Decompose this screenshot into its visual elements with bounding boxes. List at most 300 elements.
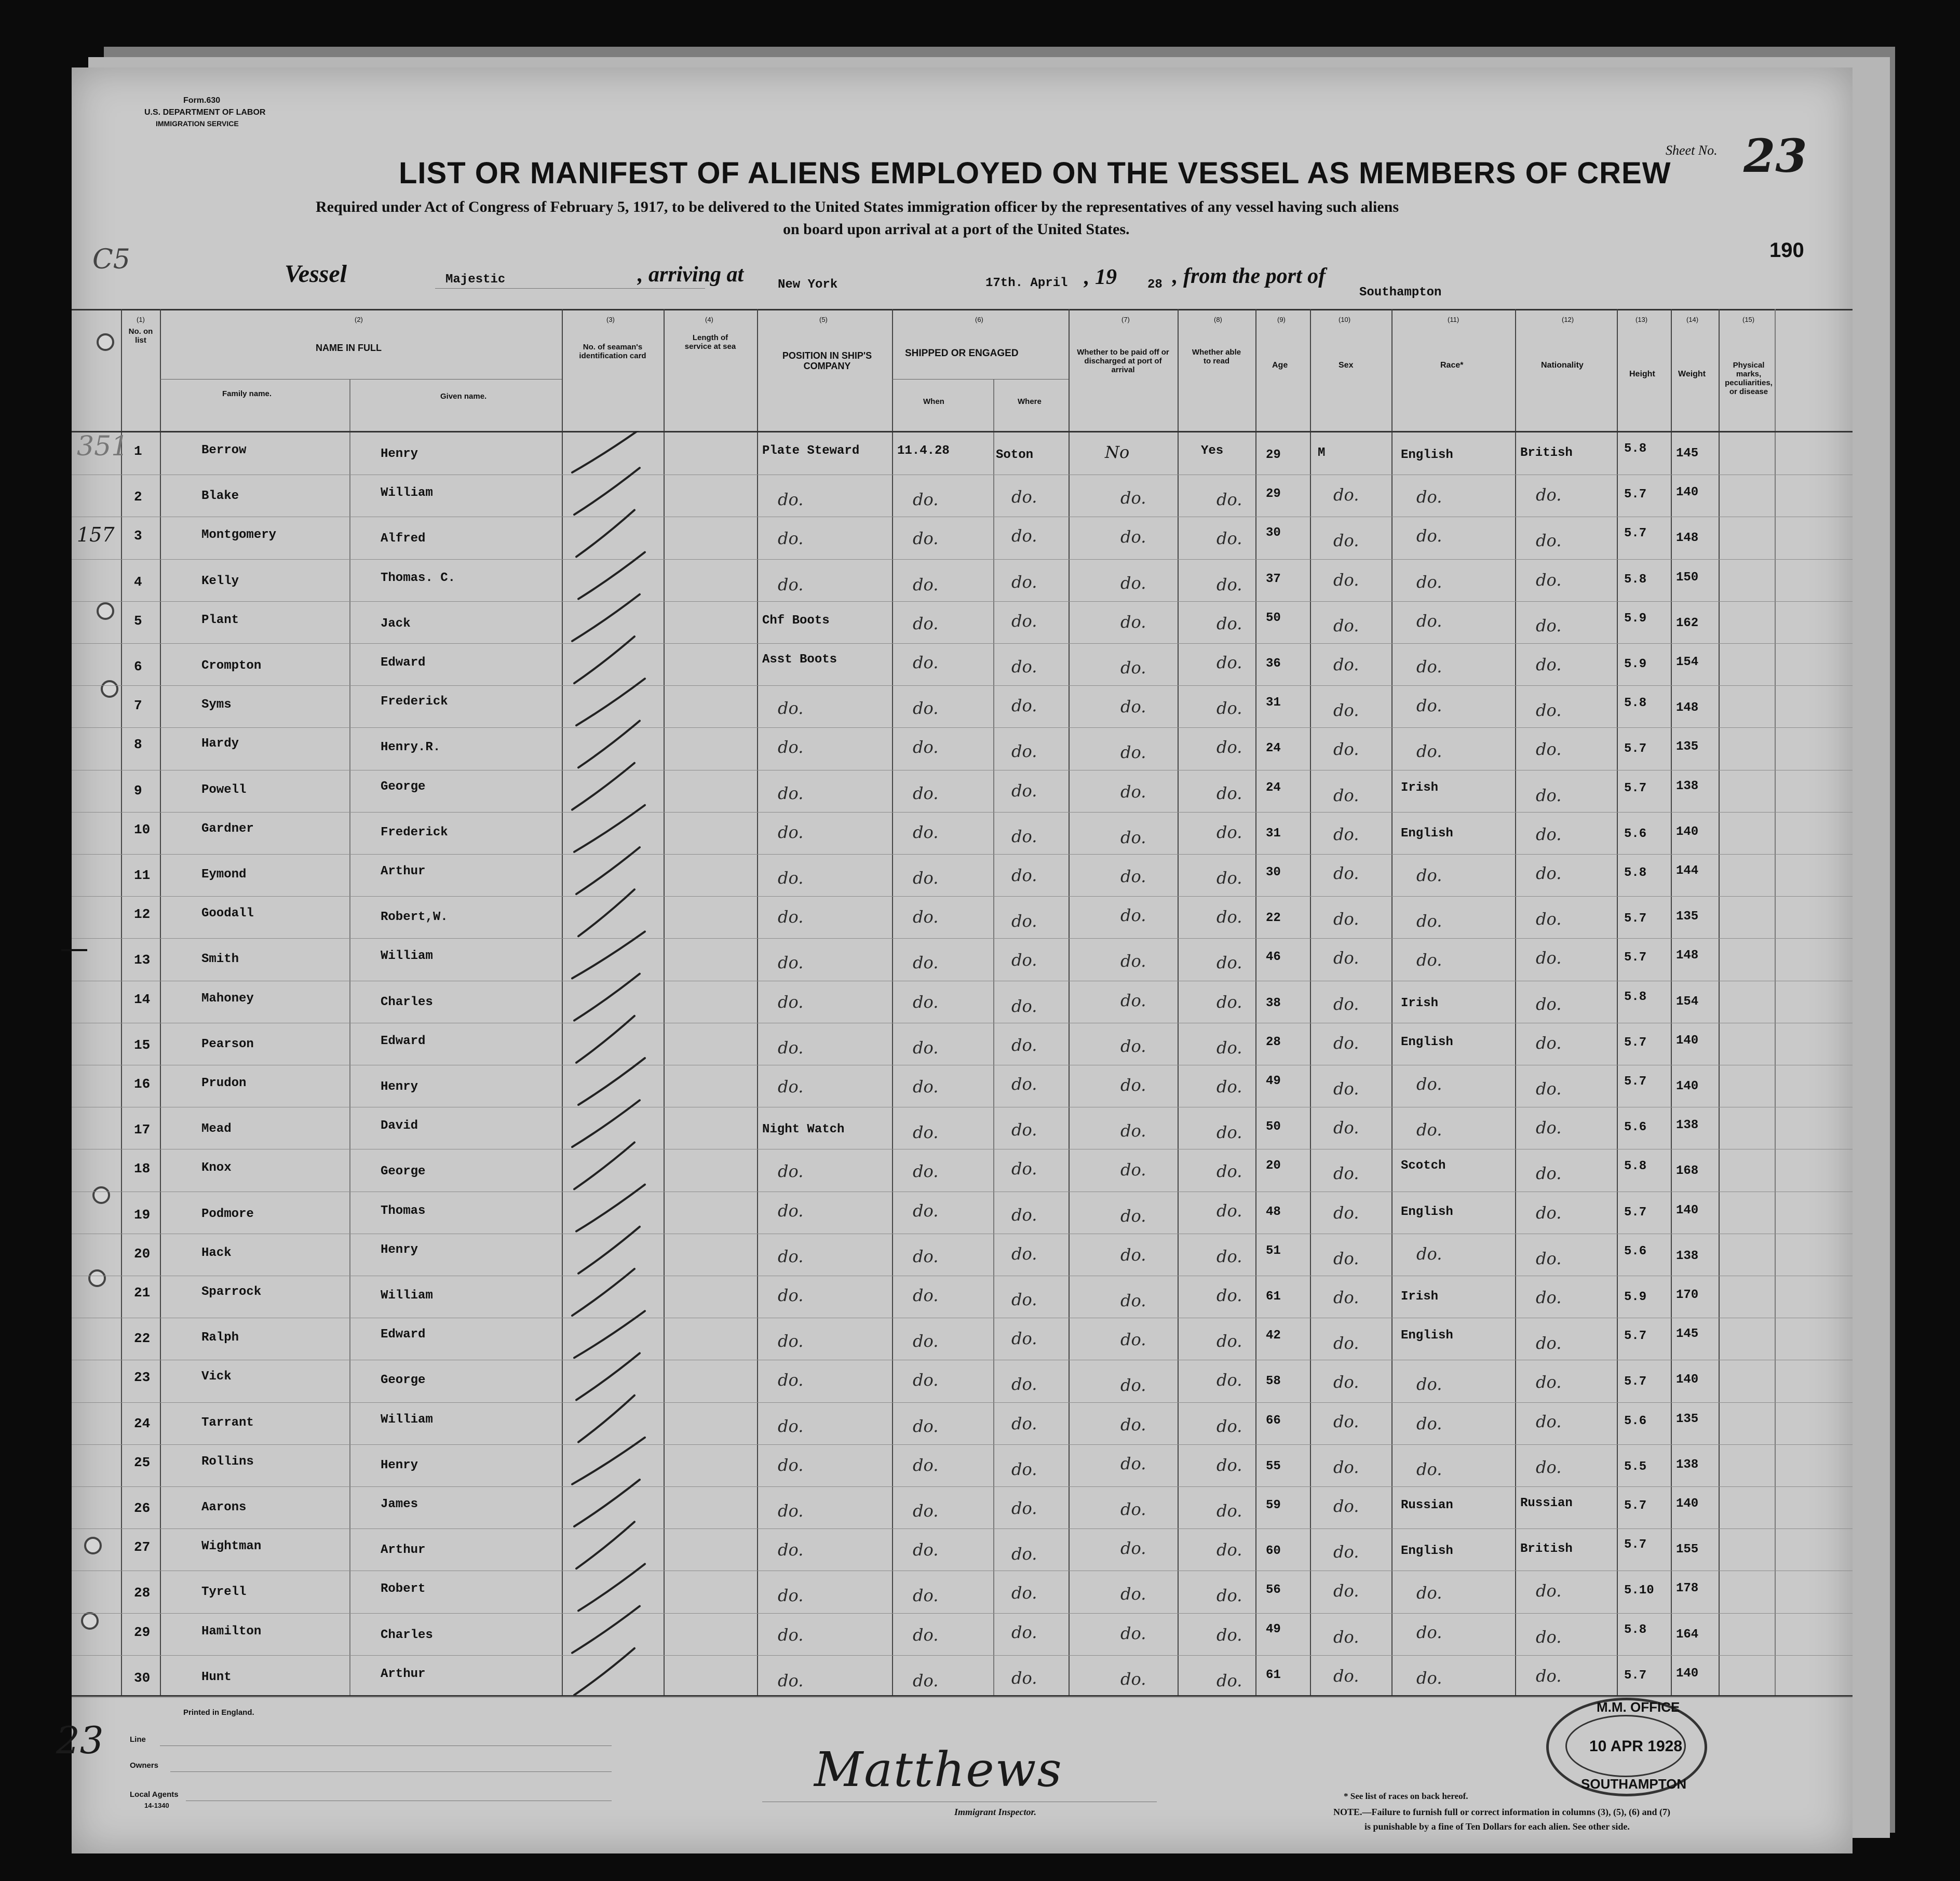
family-name: Tarrant — [201, 1415, 254, 1430]
nationality: do. — [1536, 570, 1562, 590]
able-to-read: do. — [1216, 1037, 1242, 1058]
position: do. — [778, 1246, 804, 1266]
checkmark — [572, 431, 645, 472]
position: do. — [778, 1501, 804, 1521]
shipped-where: do. — [1011, 950, 1037, 970]
age: 61 — [1266, 1290, 1281, 1304]
checkmark — [574, 974, 640, 1021]
shipped-where: do. — [1011, 487, 1037, 507]
sex: do. — [1333, 1666, 1359, 1686]
able-to-read: do. — [1216, 1540, 1242, 1560]
family-name: Rollins — [201, 1454, 254, 1469]
age: 30 — [1266, 865, 1281, 879]
weight: 135 — [1676, 910, 1699, 924]
able-to-read: do. — [1216, 653, 1242, 672]
shipped-where: do. — [1011, 1035, 1037, 1055]
race: do. — [1416, 1622, 1442, 1642]
age: 29 — [1266, 487, 1281, 502]
race: English — [1401, 1544, 1453, 1559]
age: 24 — [1266, 780, 1281, 795]
given-name: William — [381, 486, 433, 500]
given-name: Henry — [381, 1080, 418, 1094]
given-name: Edward — [381, 1328, 426, 1342]
family-name: Kelly — [201, 574, 239, 588]
given-name: Jack — [381, 616, 411, 631]
family-name: Syms — [201, 698, 232, 712]
race: do. — [1416, 611, 1442, 631]
margin-mark: C5 — [92, 244, 130, 275]
position: do. — [778, 1037, 804, 1058]
row-number: 18 — [134, 1161, 151, 1177]
family-name: Wightman — [201, 1539, 262, 1554]
line-label: Line — [130, 1735, 146, 1744]
col2-header: NAME IN FULL — [316, 343, 382, 353]
shipped-where: do. — [1011, 1413, 1037, 1433]
position: do. — [778, 1370, 804, 1390]
shipped-when: 11.4.28 — [897, 444, 950, 458]
able-to-read: do. — [1216, 868, 1242, 888]
age: 60 — [1266, 1544, 1281, 1559]
height: 5.8 — [1624, 866, 1647, 880]
col9-header: Age — [1272, 361, 1288, 370]
row-number: 30 — [134, 1670, 151, 1686]
row-number: 16 — [134, 1076, 151, 1092]
sex: do. — [1333, 863, 1359, 883]
checkmark — [572, 1606, 640, 1653]
col2-number: (2) — [355, 316, 363, 323]
nationality: do. — [1536, 909, 1562, 929]
checkmark — [572, 594, 640, 641]
shipped-when: do. — [913, 1037, 939, 1058]
age: 50 — [1266, 1120, 1281, 1134]
family-name: Eymond — [201, 868, 247, 882]
shipped-where: do. — [1011, 611, 1037, 631]
family-name: Hunt — [201, 1670, 232, 1684]
row-number: 19 — [134, 1207, 151, 1223]
position: do. — [778, 907, 804, 927]
weight: 178 — [1676, 1581, 1699, 1596]
position: do. — [778, 822, 804, 842]
sex: do. — [1333, 531, 1359, 551]
arriving-label: , arriving at — [638, 263, 744, 287]
family-name: Sparrock — [201, 1285, 262, 1299]
given-name: George — [381, 779, 426, 794]
shipped-where: do. — [1011, 1329, 1037, 1349]
race: do. — [1416, 865, 1442, 885]
col1-header: No. on list — [128, 327, 153, 345]
row-number: 4 — [134, 574, 142, 590]
punch-hole — [101, 680, 118, 698]
checkmark — [574, 1480, 640, 1526]
weight: 138 — [1676, 779, 1699, 793]
weight: 140 — [1676, 1079, 1699, 1093]
given-name: Henry — [381, 447, 418, 461]
nationality: do. — [1536, 655, 1562, 674]
position: Chf Boots — [762, 613, 830, 628]
age: 42 — [1266, 1329, 1281, 1343]
position: do. — [778, 1077, 804, 1097]
shipped-when: do. — [913, 1586, 939, 1606]
agents-label: Local Agents — [130, 1790, 179, 1799]
family-name: Hardy — [201, 737, 239, 751]
shipped-where: do. — [1011, 911, 1037, 931]
col12-number: (12) — [1562, 316, 1574, 323]
family-name: Knox — [201, 1161, 232, 1175]
owners-field — [170, 1771, 612, 1772]
given-name: Henry.R. — [381, 740, 441, 755]
race: English — [1401, 1329, 1453, 1343]
race: do. — [1416, 526, 1442, 546]
page-number: 190 — [1769, 239, 1804, 262]
nationality: Russian — [1520, 1496, 1573, 1510]
printed-in: Printed in England. — [183, 1708, 254, 1717]
col10-number: (10) — [1339, 316, 1351, 323]
nationality: British — [1520, 1542, 1573, 1557]
family-name: Blake — [201, 489, 239, 504]
shipped-when: do. — [913, 1122, 939, 1143]
shipped-when: do. — [913, 1370, 939, 1390]
row-number: 27 — [134, 1539, 151, 1555]
col4-number: (4) — [705, 316, 713, 323]
shipped-where: do. — [1011, 1583, 1037, 1603]
row-number: 17 — [134, 1122, 151, 1138]
paid-off: do. — [1120, 1160, 1146, 1180]
paid-off: do. — [1120, 1623, 1146, 1643]
family-name: Tyrell — [201, 1585, 247, 1600]
paid-off: do. — [1120, 1414, 1146, 1435]
checkmark — [572, 931, 645, 978]
nationality: do. — [1536, 824, 1562, 844]
race: Irish — [1401, 1290, 1439, 1304]
able-to-read: do. — [1216, 953, 1242, 973]
position: do. — [778, 1285, 804, 1305]
weight: 140 — [1676, 1203, 1699, 1217]
given-name: Thomas. C. — [381, 571, 456, 585]
position: do. — [778, 698, 804, 719]
given-name: Edward — [381, 656, 426, 670]
paid-off: do. — [1120, 1330, 1146, 1350]
family-name: Powell — [201, 782, 247, 797]
shipped-when: do. — [913, 653, 939, 672]
able-to-read: do. — [1216, 613, 1242, 633]
age: 61 — [1266, 1668, 1281, 1682]
race: English — [1401, 1205, 1453, 1219]
shipped-where: do. — [1011, 1205, 1037, 1225]
race: English — [1401, 1035, 1453, 1049]
stamp-top-text: M.M. OFFICE — [1597, 1699, 1680, 1715]
age: 28 — [1266, 1035, 1281, 1049]
sex: M — [1318, 446, 1326, 460]
race: Irish — [1401, 780, 1439, 795]
family-name: Hamilton — [201, 1624, 262, 1639]
shipped-where: do. — [1011, 1159, 1037, 1179]
col15-header: Physical marks, peculiarities, or disease — [1725, 361, 1773, 396]
row-rule — [72, 854, 1853, 855]
position: do. — [778, 1586, 804, 1606]
able-to-read: do. — [1216, 992, 1242, 1012]
row-number: 11 — [134, 868, 151, 883]
paid-off: do. — [1120, 1075, 1146, 1095]
nationality: British — [1520, 446, 1573, 460]
age: 31 — [1266, 696, 1281, 710]
race: do. — [1416, 1374, 1442, 1395]
col7-header: Whether to be paid off or discharged at port of arrival — [1077, 348, 1169, 374]
from-port-label: , from the port of — [1172, 264, 1326, 288]
col13-number: (13) — [1635, 316, 1648, 323]
able-to-read: do. — [1216, 1077, 1242, 1097]
col2b-header: Given name. — [440, 392, 487, 401]
able-to-read: do. — [1216, 783, 1242, 803]
nationality: do. — [1536, 994, 1562, 1014]
row-number: 14 — [134, 991, 151, 1007]
given-name: Alfred — [381, 532, 426, 546]
family-name: Montgomery — [201, 528, 277, 543]
age: 20 — [1266, 1159, 1281, 1173]
sheet-label: Sheet No. — [1666, 143, 1718, 158]
height: 5.6 — [1624, 1244, 1647, 1258]
margin-note: 157 — [77, 523, 115, 546]
height: 5.6 — [1624, 1414, 1647, 1428]
able-to-read: do. — [1216, 907, 1242, 927]
given-name: William — [381, 1412, 433, 1427]
paid-off: do. — [1120, 1036, 1146, 1056]
punch-hole — [97, 333, 114, 351]
weight: 148 — [1676, 701, 1699, 715]
punch-hole — [97, 602, 114, 620]
form-code: 14-1340 — [144, 1802, 169, 1809]
col10-header: Sex — [1339, 361, 1354, 370]
able-to-read: do. — [1216, 1161, 1242, 1182]
nationality: do. — [1536, 615, 1562, 635]
row-rule — [72, 812, 1853, 813]
family-name: Mead — [201, 1122, 232, 1136]
line-field — [160, 1745, 612, 1746]
year-prefix: , 19 — [1084, 265, 1117, 289]
able-to-read: do. — [1216, 698, 1242, 719]
paid-off: do. — [1120, 905, 1146, 926]
shipped-when: do. — [913, 1625, 939, 1645]
shipped-where: do. — [1011, 1498, 1037, 1518]
checkmark — [578, 1227, 640, 1274]
col2a-header: Family name. — [222, 389, 272, 398]
position: do. — [778, 783, 804, 803]
col5-header: POSITION IN SHIP'S COMPANY — [782, 350, 872, 371]
punch-hole — [84, 1537, 102, 1554]
sex: do. — [1333, 1627, 1359, 1647]
row-rule — [72, 1613, 1853, 1614]
shipped-when: do. — [913, 1161, 939, 1182]
age: 49 — [1266, 1622, 1281, 1636]
weight: 140 — [1676, 824, 1699, 839]
sex: do. — [1333, 1411, 1359, 1431]
race: do. — [1416, 487, 1442, 507]
punch-hole — [88, 1269, 106, 1287]
age: 48 — [1266, 1205, 1281, 1219]
checkmark — [574, 805, 645, 852]
able-to-read: do. — [1216, 1331, 1242, 1351]
sex: do. — [1333, 570, 1359, 590]
row-number: 1 — [134, 443, 142, 459]
nationality: do. — [1536, 1118, 1562, 1138]
table-top-rule — [72, 309, 1853, 310]
nationality: do. — [1536, 1202, 1562, 1223]
row-number: 20 — [134, 1246, 151, 1262]
weight: 154 — [1676, 994, 1699, 1009]
sex: do. — [1333, 739, 1359, 760]
row-rule — [72, 1402, 1853, 1403]
height: 5.6 — [1624, 1120, 1647, 1135]
nationality: do. — [1536, 1163, 1562, 1184]
checkmark — [574, 637, 634, 683]
height: 5.8 — [1624, 442, 1647, 456]
shipped-where: do. — [1011, 1290, 1037, 1309]
paid-off: do. — [1120, 742, 1146, 763]
checkmark — [574, 1142, 634, 1189]
race: do. — [1416, 657, 1442, 676]
shipped-when: do. — [913, 737, 939, 757]
position: do. — [778, 1161, 804, 1182]
height: 5.7 — [1624, 1499, 1647, 1513]
paid-off: do. — [1120, 1669, 1146, 1689]
sex: do. — [1333, 1248, 1359, 1268]
checkmark — [574, 1648, 634, 1695]
row-rule — [72, 727, 1853, 728]
row-number: 29 — [134, 1624, 151, 1640]
nationality: do. — [1536, 1372, 1562, 1392]
weight: 135 — [1676, 1412, 1699, 1426]
shipped-where: do. — [1011, 1622, 1037, 1642]
nationality: do. — [1536, 1581, 1562, 1601]
sex: do. — [1333, 1581, 1359, 1601]
checkmark — [578, 889, 634, 936]
height: 5.7 — [1624, 951, 1647, 965]
age: 66 — [1266, 1413, 1281, 1428]
office-stamp — [1546, 1698, 1707, 1796]
shipped-when: do. — [913, 490, 939, 510]
age: 50 — [1266, 611, 1281, 625]
weight: 144 — [1676, 864, 1699, 878]
sex: do. — [1333, 1079, 1359, 1099]
arrival-date: 17th. April — [985, 276, 1068, 290]
sex: do. — [1333, 1288, 1359, 1307]
row-number: 10 — [134, 821, 151, 837]
row-rule — [72, 1486, 1853, 1487]
nationality: do. — [1536, 739, 1562, 760]
arrival-port: New York — [778, 278, 838, 292]
age: 56 — [1266, 1583, 1281, 1598]
id-card-checkmarks — [562, 431, 666, 1698]
age: 38 — [1266, 996, 1281, 1010]
checkmark — [578, 552, 645, 599]
shipped-where: do. — [1011, 826, 1037, 846]
weight: 154 — [1676, 655, 1699, 669]
family-name: Plant — [201, 613, 239, 627]
family-name: Pearson — [201, 1037, 254, 1051]
from-port: Southampton — [1359, 286, 1442, 300]
row-rule — [72, 643, 1853, 644]
checkmark — [576, 1185, 645, 1232]
shipped-where: do. — [1011, 996, 1037, 1016]
nationality: do. — [1536, 1033, 1562, 1053]
row-number: 21 — [134, 1285, 151, 1301]
row-rule — [72, 1655, 1853, 1656]
weight: 148 — [1676, 531, 1699, 546]
shipped-when: do. — [913, 1416, 939, 1436]
paid-off: do. — [1120, 990, 1146, 1010]
height: 5.8 — [1624, 990, 1647, 1004]
position: do. — [778, 1200, 804, 1221]
weight: 168 — [1676, 1164, 1699, 1179]
weight: 150 — [1676, 570, 1699, 585]
nationality: do. — [1536, 948, 1562, 968]
position: Asst Boots — [762, 653, 837, 667]
checkmark — [572, 1269, 634, 1316]
able-to-read: do. — [1216, 1285, 1242, 1305]
position: do. — [778, 1670, 804, 1690]
family-name: Podmore — [201, 1207, 254, 1221]
sex: do. — [1333, 824, 1359, 844]
able-to-read: do. — [1216, 822, 1242, 842]
department: U.S. DEPARTMENT OF LABOR — [144, 108, 266, 117]
shipped-when: do. — [913, 1077, 939, 1097]
family-name: Crompton — [201, 659, 262, 673]
family-name: Aarons — [201, 1500, 247, 1514]
position: do. — [778, 1455, 804, 1475]
position: do. — [778, 1625, 804, 1645]
able-to-read: do. — [1216, 1455, 1242, 1475]
given-name: David — [381, 1119, 418, 1133]
sex: do. — [1333, 1033, 1359, 1053]
race: Irish — [1401, 996, 1439, 1010]
col8-header: Whether able to read — [1192, 348, 1241, 366]
height: 5.8 — [1624, 696, 1647, 711]
height: 5.5 — [1624, 1459, 1647, 1474]
owners-label: Owners — [130, 1761, 159, 1770]
race: do. — [1416, 572, 1442, 592]
col4-header: Length of service at sea — [684, 333, 736, 351]
inspector-label: Immigrant Inspector. — [954, 1807, 1037, 1817]
paid-off: do. — [1120, 1121, 1146, 1141]
nationality: do. — [1536, 1248, 1562, 1268]
weight: 135 — [1676, 740, 1699, 754]
row-number: 3 — [134, 528, 142, 544]
arrival-year: 28 — [1147, 278, 1163, 292]
given-name: George — [381, 1165, 426, 1179]
sex: do. — [1333, 1496, 1359, 1516]
paid-off: do. — [1120, 827, 1146, 847]
shipped-where: do. — [1011, 1544, 1037, 1564]
row-number: 24 — [134, 1415, 151, 1431]
checkmark — [576, 1522, 634, 1568]
nationality: do. — [1536, 531, 1562, 551]
shipped-when: do. — [913, 868, 939, 888]
punch-hole — [92, 1186, 110, 1204]
shipped-where: do. — [1011, 780, 1037, 801]
family-name: Ralph — [201, 1331, 239, 1345]
col-divider — [349, 379, 350, 1695]
height: 5.7 — [1624, 1538, 1647, 1552]
row-number: 23 — [134, 1370, 151, 1386]
paid-off: do. — [1120, 1206, 1146, 1226]
race: do. — [1416, 950, 1442, 970]
position: Plate Steward — [762, 444, 860, 458]
races-note: * See list of races on back hereof. — [1344, 1791, 1468, 1801]
col6-header: SHIPPED OR ENGAGED — [905, 348, 1019, 359]
row-number: 2 — [134, 489, 142, 505]
age: 59 — [1266, 1498, 1281, 1512]
able-to-read: do. — [1216, 529, 1242, 549]
age: 30 — [1266, 526, 1281, 540]
